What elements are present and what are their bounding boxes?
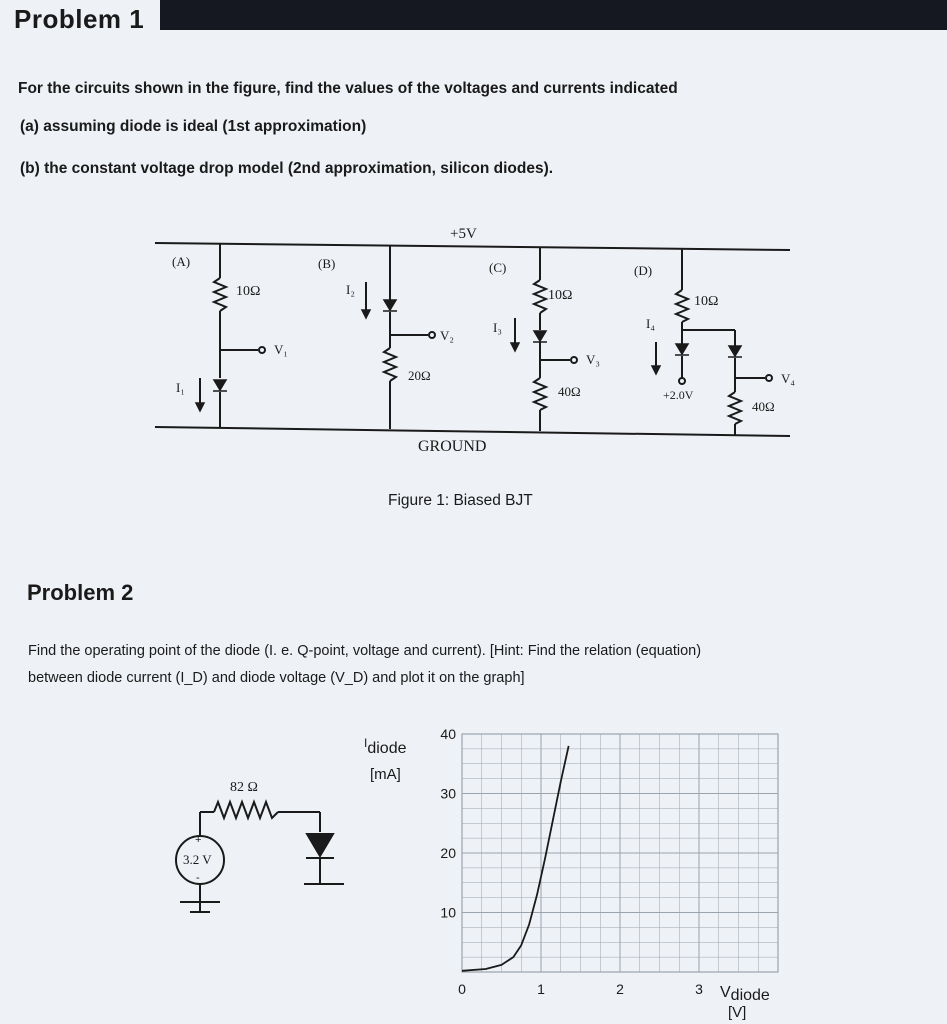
chart-y-tick-label: 20 [440,845,456,861]
circuit-d-resistor-top: 10Ω [694,294,719,309]
circuit-d-source: +2.0V [663,388,694,402]
problem2-resistor: 82 Ω [230,780,258,795]
chart-ylabel-unit: [mA] [370,766,401,783]
ground-label: GROUND [418,438,487,455]
chart-series-line [462,746,569,971]
circuit-c-voltage: V₃ [586,352,600,367]
chart-xlabel-unit: [V] [728,1004,747,1021]
problem2-source: 3.2 V [183,852,212,867]
problem1-intro: For the circuits shown in the figure, find the values of the voltages and currents indicated [18,80,678,97]
chart-x-tick-label: 3 [695,981,703,997]
problem2-source-minus: - [196,872,200,884]
circuit-d-label: (D) [634,263,653,278]
chart-xlabel-main: Vdiode [720,984,770,1004]
problem2-title: Problem 2 [27,580,134,605]
circuit-d-resistor-bottom: 40Ω [752,399,775,414]
circuit-c-current: I₃ [493,320,502,335]
chart-y-tick-label: 40 [440,726,456,742]
problem2-text-line1: Find the operating point of the diode (I. e. Q-point, voltage and current). [Hint: Find the relation (equation) [28,643,702,659]
figure1-caption: Figure 1: Biased BJT [388,492,533,509]
circuit-c-resistor-bottom: 40Ω [558,384,581,399]
chart-x-tick-label: 2 [616,981,624,997]
chart-x-tick-label: 1 [537,981,545,997]
circuit-d-current: I₄ [646,316,655,331]
problem2-text-line2: between diode current (I_D) and diode voltage (V_D) and plot it on the graph] [28,670,525,686]
circuit-a-resistor: 10Ω [236,284,261,299]
problem1-title: Problem 1 [14,4,145,34]
problem1-part-a: (a) assuming diode is ideal (1st approximation) [20,118,367,135]
supply-label: +5V [450,226,477,242]
circuit-b-resistor: 20Ω [408,368,431,383]
problem2-source-plus: + [195,834,202,846]
chart-ylabel-main: $^I$diode [364,736,407,757]
circuit-c-resistor-top: 10Ω [548,288,573,303]
circuit-d-voltage: V₄ [781,371,795,386]
circuit-a-voltage: V₁ [274,342,288,357]
circuit-b-current: I₂ [346,282,355,297]
circuit-b-voltage: V₂ [440,328,454,343]
chart-x-tick-label: 0 [458,981,466,997]
circuit-c-label: (C) [489,260,507,275]
circuit-a-current: I₁ [176,380,185,395]
circuit-b-label: (B) [318,256,336,271]
problem1-part-b: (b) the constant voltage drop model (2nd approximation, silicon diodes). [20,160,554,177]
chart-y-tick-label: 10 [440,904,456,921]
circuit-a-label: (A) [172,254,191,269]
chart-y-tick-label: 30 [440,785,456,802]
